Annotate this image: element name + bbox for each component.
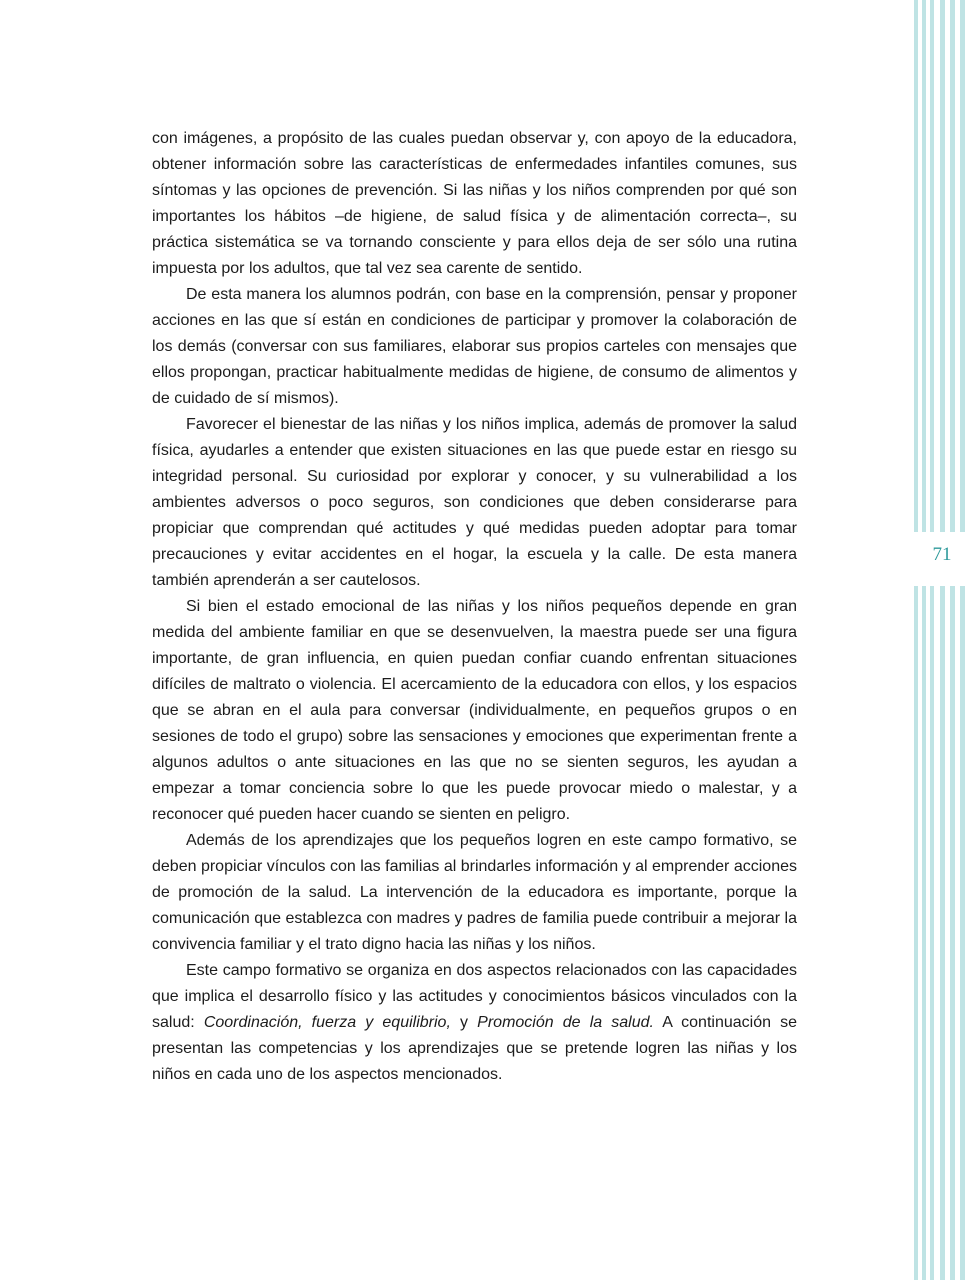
margin-stripe bbox=[940, 586, 945, 1280]
margin-stripe bbox=[922, 0, 926, 532]
margin-stripe bbox=[930, 0, 934, 532]
paragraph-1: con imágenes, a propósito de las cuales puedan observar y, con apoyo de la educadora, obtener información sobre las características de enfermedades infantiles comunes, sus síntomas y las opciones de prevención. Si las niñas y los niños comprenden por qué son importantes los hábitos –de higiene, de salud física y de alimentación correcta–, su práctica sistemática se va tornando consciente y para ellos deja de ser sólo una rutina impuesta por los adultos, que tal vez sea carente de sentido. bbox=[152, 130, 797, 277]
body-text bbox=[152, 126, 797, 1088]
paragraph-2: De esta manera los alumnos podrán, con base en la comprensión, pensar y proponer acciones en las que sí están en condiciones de participar y promover la colaboración de los demás (conversar con sus familiares, elaborar sus propios carteles con mensajes que ellos propongan, practicar habitualmente medidas de higiene, de consumo de alimentos y de cuidado de sí mismos). bbox=[152, 286, 797, 407]
margin-stripe bbox=[914, 0, 918, 532]
margin-stripe bbox=[960, 0, 965, 532]
paragraph-6-outro: A continuación se presentan las competencias y los aprendizajes que se pretende logren las niñas y los niños en cada uno de los aspectos mencionados. bbox=[152, 1014, 798, 1083]
margin-stripe bbox=[950, 586, 955, 1280]
paragraph-6-intro: Este campo formativo se organiza en dos aspectos relacionados con las capacidades que implica el desarrollo físico y las actitudes y conocimientos básicos vinculados con la salud: bbox=[152, 962, 797, 1031]
paragraph-6 bbox=[152, 958, 797, 1088]
margin-stripe bbox=[950, 0, 955, 532]
paragraph-6-connector: y bbox=[450, 1014, 478, 1031]
aspect-coordinacion: Coordinación, fuerza y equilibrio, bbox=[203, 1014, 451, 1031]
aspect-promocion: Promoción de la salud. bbox=[477, 1014, 654, 1031]
margin-stripe bbox=[930, 586, 934, 1280]
margin-stripe bbox=[940, 0, 945, 532]
page-number: 71 bbox=[932, 544, 952, 565]
paragraph-3: Favorecer el bienestar de las niñas y los niños implica, además de promover la salud física, ayudarles a entender que existen situaciones en las que puede estar en riesgo su integridad personal. Su curiosidad por explorar y conocer, y su vulnerabilidad a los ambientes adversos o poco seguros, son condiciones que deben considerarse para propiciar que comprendan qué actitudes y qué medidas pueden adoptar para tomar precauciones y evitar accidentes en el hogar, la escuela y la calle. De esta manera también aprenderán a ser cautelosos. bbox=[152, 416, 797, 589]
paragraph-4: Si bien el estado emocional de las niñas y los niños pequeños depende en gran medida del ambiente familiar en que se desenvuelven, la maestra puede ser una figura importante, de gran influencia, en quien puedan confiar cuando enfrentan situaciones difíciles de maltrato o violencia. El acercamiento de la educadora con ellos, y los espacios que se abran en el aula para conversar (individualmente, en pequeños grupos o en sesiones de todo el grupo) sobre las sensaciones y emociones que experimentan frente a algunos adultos o ante situaciones en las que no se sienten seguros, les ayudan a empezar a tomar conciencia sobre lo que les puede provocar miedo o malestar, y a reconocer qué pueden hacer cuando se sienten en peligro. bbox=[152, 598, 797, 823]
margin-stripe bbox=[914, 586, 918, 1280]
margin-stripe bbox=[960, 586, 965, 1280]
paragraph-5: Además de los aprendizajes que los pequeños logren en este campo formativo, se deben propiciar vínculos con las familias al brindarles información y al emprender acciones de promoción de la salud. La intervención de la educadora es importante, porque la comunicación que establezca con madres y padres de familia puede contribuir a mejorar la convivencia familiar y el trato digno hacia las niñas y los niños. bbox=[152, 832, 797, 953]
margin-stripe bbox=[922, 586, 926, 1280]
